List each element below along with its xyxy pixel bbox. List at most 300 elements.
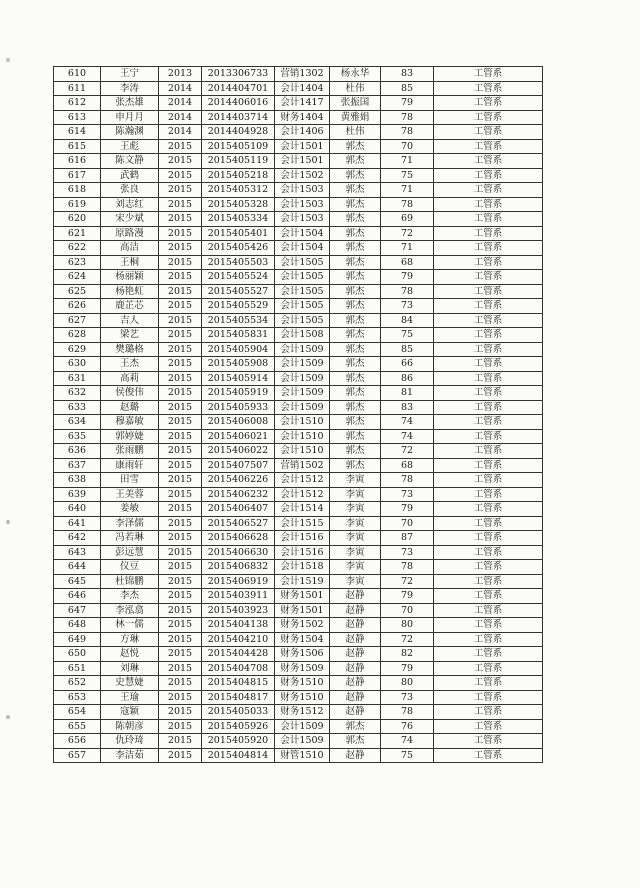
department-cell: 工管系 bbox=[434, 357, 543, 372]
student-id-cell: 2015405033 bbox=[202, 705, 275, 720]
score-cell: 73 bbox=[381, 545, 434, 560]
student-id-cell: 2014403714 bbox=[202, 110, 275, 125]
enrollment-year-cell: 2015 bbox=[159, 748, 202, 763]
score-cell: 78 bbox=[381, 125, 434, 140]
class-name-cell: 财务1504 bbox=[275, 632, 330, 647]
class-name-cell: 财务1512 bbox=[275, 705, 330, 720]
student-name-cell: 王宁 bbox=[101, 67, 159, 82]
table-row bbox=[54, 603, 543, 618]
score-cell: 78 bbox=[381, 705, 434, 720]
student-id-cell: 2015404210 bbox=[202, 632, 275, 647]
student-id-cell: 2015404138 bbox=[202, 618, 275, 633]
advisor-name-cell: 赵静 bbox=[330, 647, 381, 662]
advisor-name-cell: 郭杰 bbox=[330, 415, 381, 430]
student-id-cell: 2014404701 bbox=[202, 81, 275, 96]
advisor-name-cell: 郭杰 bbox=[330, 458, 381, 473]
enrollment-year-cell: 2015 bbox=[159, 676, 202, 691]
student-id-cell: 2015406832 bbox=[202, 560, 275, 575]
enrollment-year-cell: 2013 bbox=[159, 67, 202, 82]
student-id-cell: 2015405914 bbox=[202, 371, 275, 386]
row-number-cell: 653 bbox=[54, 690, 101, 705]
table-row bbox=[54, 487, 543, 502]
row-number-cell: 639 bbox=[54, 487, 101, 502]
student-name-cell: 王桐 bbox=[101, 255, 159, 270]
department-cell: 工管系 bbox=[434, 473, 543, 488]
student-id-cell: 2015405534 bbox=[202, 313, 275, 328]
department-cell: 工管系 bbox=[434, 574, 543, 589]
row-number-cell: 629 bbox=[54, 342, 101, 357]
row-number-cell: 645 bbox=[54, 574, 101, 589]
student-name-cell: 王瑜 bbox=[101, 690, 159, 705]
department-cell: 工管系 bbox=[434, 705, 543, 720]
enrollment-year-cell: 2015 bbox=[159, 473, 202, 488]
score-cell: 78 bbox=[381, 284, 434, 299]
student-name-cell: 武鹤 bbox=[101, 168, 159, 183]
advisor-name-cell: 郭杰 bbox=[330, 719, 381, 734]
student-id-cell: 2013306733 bbox=[202, 67, 275, 82]
student-name-cell: 李洁茹 bbox=[101, 748, 159, 763]
advisor-name-cell: 张振国 bbox=[330, 96, 381, 111]
student-name-cell: 杜锦鹏 bbox=[101, 574, 159, 589]
student-name-cell: 李杰 bbox=[101, 589, 159, 604]
student-name-cell: 林一儒 bbox=[101, 618, 159, 633]
enrollment-year-cell: 2015 bbox=[159, 545, 202, 560]
table-row bbox=[54, 690, 543, 705]
student-id-cell: 2015404815 bbox=[202, 676, 275, 691]
table-row bbox=[54, 676, 543, 691]
score-cell: 68 bbox=[381, 255, 434, 270]
student-id-cell: 2015406232 bbox=[202, 487, 275, 502]
advisor-name-cell: 赵静 bbox=[330, 748, 381, 763]
row-number-cell: 651 bbox=[54, 661, 101, 676]
table-row bbox=[54, 618, 543, 633]
score-cell: 80 bbox=[381, 618, 434, 633]
table-row bbox=[54, 139, 543, 154]
department-cell: 工管系 bbox=[434, 748, 543, 763]
score-cell: 68 bbox=[381, 458, 434, 473]
advisor-name-cell: 郭杰 bbox=[330, 444, 381, 459]
student-name-cell: 彭远慧 bbox=[101, 545, 159, 560]
department-cell: 工管系 bbox=[434, 168, 543, 183]
row-number-cell: 615 bbox=[54, 139, 101, 154]
student-name-cell: 刘琳 bbox=[101, 661, 159, 676]
student-name-cell: 陈瀚渊 bbox=[101, 125, 159, 140]
enrollment-year-cell: 2015 bbox=[159, 429, 202, 444]
class-name-cell: 会计1516 bbox=[275, 545, 330, 560]
department-cell: 工管系 bbox=[434, 516, 543, 531]
row-number-cell: 635 bbox=[54, 429, 101, 444]
row-number-cell: 634 bbox=[54, 415, 101, 430]
score-cell: 79 bbox=[381, 661, 434, 676]
enrollment-year-cell: 2015 bbox=[159, 168, 202, 183]
table-row bbox=[54, 473, 543, 488]
department-cell: 工管系 bbox=[434, 328, 543, 343]
table-row bbox=[54, 531, 543, 546]
advisor-name-cell: 李寅 bbox=[330, 560, 381, 575]
student-id-cell: 2015405328 bbox=[202, 197, 275, 212]
advisor-name-cell: 郭杰 bbox=[330, 429, 381, 444]
row-number-cell: 650 bbox=[54, 647, 101, 662]
score-cell: 81 bbox=[381, 386, 434, 401]
enrollment-year-cell: 2015 bbox=[159, 183, 202, 198]
student-name-cell: 樊璐格 bbox=[101, 342, 159, 357]
advisor-name-cell: 郭杰 bbox=[330, 226, 381, 241]
enrollment-year-cell: 2015 bbox=[159, 661, 202, 676]
class-name-cell: 会计1502 bbox=[275, 168, 330, 183]
department-cell: 工管系 bbox=[434, 560, 543, 575]
advisor-name-cell: 赵静 bbox=[330, 705, 381, 720]
student-id-cell: 2015406008 bbox=[202, 415, 275, 430]
student-name-cell: 梁艺 bbox=[101, 328, 159, 343]
row-number-cell: 656 bbox=[54, 734, 101, 749]
score-cell: 83 bbox=[381, 400, 434, 415]
class-name-cell: 会计1509 bbox=[275, 342, 330, 357]
table-row bbox=[54, 357, 543, 372]
row-number-cell: 631 bbox=[54, 371, 101, 386]
class-name-cell: 财务1501 bbox=[275, 589, 330, 604]
class-name-cell: 会计1406 bbox=[275, 125, 330, 140]
department-cell: 工管系 bbox=[434, 81, 543, 96]
department-cell: 工管系 bbox=[434, 589, 543, 604]
department-cell: 工管系 bbox=[434, 647, 543, 662]
score-cell: 70 bbox=[381, 139, 434, 154]
student-name-cell: 史慧婕 bbox=[101, 676, 159, 691]
department-cell: 工管系 bbox=[434, 241, 543, 256]
class-name-cell: 会计1503 bbox=[275, 197, 330, 212]
score-cell: 71 bbox=[381, 241, 434, 256]
enrollment-year-cell: 2015 bbox=[159, 574, 202, 589]
enrollment-year-cell: 2015 bbox=[159, 487, 202, 502]
enrollment-year-cell: 2015 bbox=[159, 560, 202, 575]
row-number-cell: 618 bbox=[54, 183, 101, 198]
enrollment-year-cell: 2015 bbox=[159, 154, 202, 169]
table-row bbox=[54, 96, 543, 111]
enrollment-year-cell: 2015 bbox=[159, 531, 202, 546]
table-row bbox=[54, 270, 543, 285]
class-name-cell: 会计1509 bbox=[275, 400, 330, 415]
score-cell: 87 bbox=[381, 531, 434, 546]
row-number-cell: 625 bbox=[54, 284, 101, 299]
score-cell: 74 bbox=[381, 415, 434, 430]
table-row bbox=[54, 226, 543, 241]
advisor-name-cell: 郭杰 bbox=[330, 357, 381, 372]
student-name-cell: 陈朝彦 bbox=[101, 719, 159, 734]
class-name-cell: 财务1510 bbox=[275, 690, 330, 705]
student-id-cell: 2015405109 bbox=[202, 139, 275, 154]
class-name-cell: 会计1505 bbox=[275, 313, 330, 328]
score-cell: 75 bbox=[381, 748, 434, 763]
score-cell: 79 bbox=[381, 96, 434, 111]
class-name-cell: 会计1503 bbox=[275, 183, 330, 198]
student-id-cell: 2015406021 bbox=[202, 429, 275, 444]
score-cell: 85 bbox=[381, 342, 434, 357]
student-id-cell: 2015406628 bbox=[202, 531, 275, 546]
student-name-cell: 赵璐 bbox=[101, 400, 159, 415]
score-cell: 76 bbox=[381, 719, 434, 734]
student-name-cell: 姜敏 bbox=[101, 502, 159, 517]
department-cell: 工管系 bbox=[434, 400, 543, 415]
row-number-cell: 614 bbox=[54, 125, 101, 140]
enrollment-year-cell: 2015 bbox=[159, 690, 202, 705]
advisor-name-cell: 李寅 bbox=[330, 574, 381, 589]
student-name-cell: 王美蓉 bbox=[101, 487, 159, 502]
enrollment-year-cell: 2015 bbox=[159, 313, 202, 328]
row-number-cell: 633 bbox=[54, 400, 101, 415]
class-name-cell: 会计1509 bbox=[275, 719, 330, 734]
student-id-cell: 2015406919 bbox=[202, 574, 275, 589]
row-number-cell: 644 bbox=[54, 560, 101, 575]
row-number-cell: 616 bbox=[54, 154, 101, 169]
department-cell: 工管系 bbox=[434, 676, 543, 691]
row-number-cell: 626 bbox=[54, 299, 101, 314]
records-table bbox=[53, 66, 543, 763]
enrollment-year-cell: 2015 bbox=[159, 386, 202, 401]
student-name-cell: 陈文静 bbox=[101, 154, 159, 169]
class-name-cell: 财管1510 bbox=[275, 748, 330, 763]
student-id-cell: 2015404814 bbox=[202, 748, 275, 763]
student-name-cell: 高洁 bbox=[101, 241, 159, 256]
department-cell: 工管系 bbox=[434, 603, 543, 618]
student-id-cell: 2015405904 bbox=[202, 342, 275, 357]
student-id-cell: 2015406226 bbox=[202, 473, 275, 488]
records-table-body bbox=[54, 67, 543, 763]
table-row bbox=[54, 574, 543, 589]
punch-hole-mark bbox=[6, 58, 10, 62]
score-cell: 70 bbox=[381, 603, 434, 618]
advisor-name-cell: 郭杰 bbox=[330, 197, 381, 212]
student-id-cell: 2015406022 bbox=[202, 444, 275, 459]
table-row bbox=[54, 299, 543, 314]
score-cell: 71 bbox=[381, 183, 434, 198]
class-name-cell: 会计1510 bbox=[275, 429, 330, 444]
student-name-cell: 宋少斌 bbox=[101, 212, 159, 227]
row-number-cell: 612 bbox=[54, 96, 101, 111]
enrollment-year-cell: 2015 bbox=[159, 502, 202, 517]
row-number-cell: 646 bbox=[54, 589, 101, 604]
row-number-cell: 647 bbox=[54, 603, 101, 618]
advisor-name-cell: 赵静 bbox=[330, 661, 381, 676]
row-number-cell: 655 bbox=[54, 719, 101, 734]
department-cell: 工管系 bbox=[434, 487, 543, 502]
score-cell: 82 bbox=[381, 647, 434, 662]
class-name-cell: 财务1510 bbox=[275, 676, 330, 691]
table-row bbox=[54, 748, 543, 763]
department-cell: 工管系 bbox=[434, 270, 543, 285]
row-number-cell: 610 bbox=[54, 67, 101, 82]
row-number-cell: 649 bbox=[54, 632, 101, 647]
class-name-cell: 会计1512 bbox=[275, 473, 330, 488]
class-name-cell: 会计1501 bbox=[275, 139, 330, 154]
advisor-name-cell: 赵静 bbox=[330, 603, 381, 618]
row-number-cell: 638 bbox=[54, 473, 101, 488]
score-cell: 72 bbox=[381, 632, 434, 647]
enrollment-year-cell: 2015 bbox=[159, 632, 202, 647]
enrollment-year-cell: 2015 bbox=[159, 400, 202, 415]
score-cell: 74 bbox=[381, 429, 434, 444]
student-id-cell: 2015405529 bbox=[202, 299, 275, 314]
class-name-cell: 财务1502 bbox=[275, 618, 330, 633]
table-row bbox=[54, 386, 543, 401]
student-name-cell: 寇颖 bbox=[101, 705, 159, 720]
student-id-cell: 2015403911 bbox=[202, 589, 275, 604]
student-id-cell: 2015405908 bbox=[202, 357, 275, 372]
score-cell: 73 bbox=[381, 487, 434, 502]
table-row bbox=[54, 67, 543, 82]
department-cell: 工管系 bbox=[434, 719, 543, 734]
score-cell: 74 bbox=[381, 734, 434, 749]
department-cell: 工管系 bbox=[434, 226, 543, 241]
enrollment-year-cell: 2015 bbox=[159, 705, 202, 720]
student-name-cell: 李泽儒 bbox=[101, 516, 159, 531]
advisor-name-cell: 郭杰 bbox=[330, 168, 381, 183]
class-name-cell: 财务1404 bbox=[275, 110, 330, 125]
score-cell: 78 bbox=[381, 197, 434, 212]
row-number-cell: 643 bbox=[54, 545, 101, 560]
department-cell: 工管系 bbox=[434, 299, 543, 314]
punch-hole-mark bbox=[6, 520, 10, 524]
score-cell: 71 bbox=[381, 154, 434, 169]
class-name-cell: 会计1515 bbox=[275, 516, 330, 531]
student-id-cell: 2015405926 bbox=[202, 719, 275, 734]
advisor-name-cell: 李寅 bbox=[330, 531, 381, 546]
score-cell: 72 bbox=[381, 226, 434, 241]
department-cell: 工管系 bbox=[434, 342, 543, 357]
table-row bbox=[54, 719, 543, 734]
table-row bbox=[54, 342, 543, 357]
department-cell: 工管系 bbox=[434, 183, 543, 198]
class-name-cell: 会计1505 bbox=[275, 255, 330, 270]
advisor-name-cell: 郭杰 bbox=[330, 270, 381, 285]
advisor-name-cell: 赵静 bbox=[330, 676, 381, 691]
student-name-cell: 刘志红 bbox=[101, 197, 159, 212]
table-row bbox=[54, 328, 543, 343]
enrollment-year-cell: 2015 bbox=[159, 284, 202, 299]
table-row bbox=[54, 110, 543, 125]
student-name-cell: 张良 bbox=[101, 183, 159, 198]
row-number-cell: 654 bbox=[54, 705, 101, 720]
score-cell: 79 bbox=[381, 502, 434, 517]
student-id-cell: 2015405119 bbox=[202, 154, 275, 169]
enrollment-year-cell: 2015 bbox=[159, 589, 202, 604]
score-cell: 83 bbox=[381, 67, 434, 82]
advisor-name-cell: 郭杰 bbox=[330, 284, 381, 299]
student-id-cell: 2015405503 bbox=[202, 255, 275, 270]
enrollment-year-cell: 2015 bbox=[159, 328, 202, 343]
row-number-cell: 637 bbox=[54, 458, 101, 473]
advisor-name-cell: 郭杰 bbox=[330, 255, 381, 270]
score-cell: 75 bbox=[381, 328, 434, 343]
advisor-name-cell: 郭杰 bbox=[330, 183, 381, 198]
table-row bbox=[54, 125, 543, 140]
student-id-cell: 2015403923 bbox=[202, 603, 275, 618]
table-row bbox=[54, 647, 543, 662]
score-cell: 73 bbox=[381, 690, 434, 705]
enrollment-year-cell: 2014 bbox=[159, 81, 202, 96]
table-row bbox=[54, 241, 543, 256]
score-cell: 84 bbox=[381, 313, 434, 328]
table-row bbox=[54, 255, 543, 270]
student-name-cell: 仇玲琦 bbox=[101, 734, 159, 749]
student-name-cell: 康雨轩 bbox=[101, 458, 159, 473]
student-name-cell: 李涛 bbox=[101, 81, 159, 96]
enrollment-year-cell: 2015 bbox=[159, 415, 202, 430]
row-number-cell: 620 bbox=[54, 212, 101, 227]
table-row bbox=[54, 197, 543, 212]
class-name-cell: 会计1509 bbox=[275, 386, 330, 401]
enrollment-year-cell: 2014 bbox=[159, 110, 202, 125]
department-cell: 工管系 bbox=[434, 502, 543, 517]
row-number-cell: 636 bbox=[54, 444, 101, 459]
row-number-cell: 657 bbox=[54, 748, 101, 763]
department-cell: 工管系 bbox=[434, 371, 543, 386]
student-id-cell: 2015406630 bbox=[202, 545, 275, 560]
row-number-cell: 622 bbox=[54, 241, 101, 256]
table-row bbox=[54, 168, 543, 183]
department-cell: 工管系 bbox=[434, 444, 543, 459]
class-name-cell: 会计1518 bbox=[275, 560, 330, 575]
student-name-cell: 吉人 bbox=[101, 313, 159, 328]
row-number-cell: 627 bbox=[54, 313, 101, 328]
enrollment-year-cell: 2014 bbox=[159, 125, 202, 140]
score-cell: 80 bbox=[381, 676, 434, 691]
table-row bbox=[54, 183, 543, 198]
department-cell: 工管系 bbox=[434, 212, 543, 227]
advisor-name-cell: 郭杰 bbox=[330, 241, 381, 256]
student-id-cell: 2015404708 bbox=[202, 661, 275, 676]
student-id-cell: 2015406407 bbox=[202, 502, 275, 517]
student-name-cell: 赵悦 bbox=[101, 647, 159, 662]
class-name-cell: 会计1519 bbox=[275, 574, 330, 589]
department-cell: 工管系 bbox=[434, 661, 543, 676]
score-cell: 66 bbox=[381, 357, 434, 372]
student-id-cell: 2015404428 bbox=[202, 647, 275, 662]
class-name-cell: 会计1417 bbox=[275, 96, 330, 111]
score-cell: 78 bbox=[381, 560, 434, 575]
enrollment-year-cell: 2015 bbox=[159, 139, 202, 154]
student-name-cell: 穆嘉敏 bbox=[101, 415, 159, 430]
department-cell: 工管系 bbox=[434, 154, 543, 169]
advisor-name-cell: 李寅 bbox=[330, 516, 381, 531]
advisor-name-cell: 郭杰 bbox=[330, 299, 381, 314]
class-name-cell: 会计1503 bbox=[275, 212, 330, 227]
student-id-cell: 2015405920 bbox=[202, 734, 275, 749]
student-id-cell: 2014404928 bbox=[202, 125, 275, 140]
student-id-cell: 2015405426 bbox=[202, 241, 275, 256]
score-cell: 85 bbox=[381, 81, 434, 96]
student-id-cell: 2015407507 bbox=[202, 458, 275, 473]
enrollment-year-cell: 2015 bbox=[159, 719, 202, 734]
student-id-cell: 2015405933 bbox=[202, 400, 275, 415]
enrollment-year-cell: 2015 bbox=[159, 357, 202, 372]
advisor-name-cell: 赵静 bbox=[330, 589, 381, 604]
table-row bbox=[54, 458, 543, 473]
enrollment-year-cell: 2015 bbox=[159, 734, 202, 749]
advisor-name-cell: 郭杰 bbox=[330, 371, 381, 386]
enrollment-year-cell: 2015 bbox=[159, 212, 202, 227]
student-name-cell: 高莉 bbox=[101, 371, 159, 386]
student-name-cell: 李泓翕 bbox=[101, 603, 159, 618]
class-name-cell: 会计1510 bbox=[275, 415, 330, 430]
table-row bbox=[54, 545, 543, 560]
class-name-cell: 会计1505 bbox=[275, 270, 330, 285]
student-name-cell: 原路漫 bbox=[101, 226, 159, 241]
class-name-cell: 会计1501 bbox=[275, 154, 330, 169]
enrollment-year-cell: 2015 bbox=[159, 618, 202, 633]
score-cell: 69 bbox=[381, 212, 434, 227]
table-row bbox=[54, 516, 543, 531]
class-name-cell: 会计1505 bbox=[275, 299, 330, 314]
row-number-cell: 641 bbox=[54, 516, 101, 531]
